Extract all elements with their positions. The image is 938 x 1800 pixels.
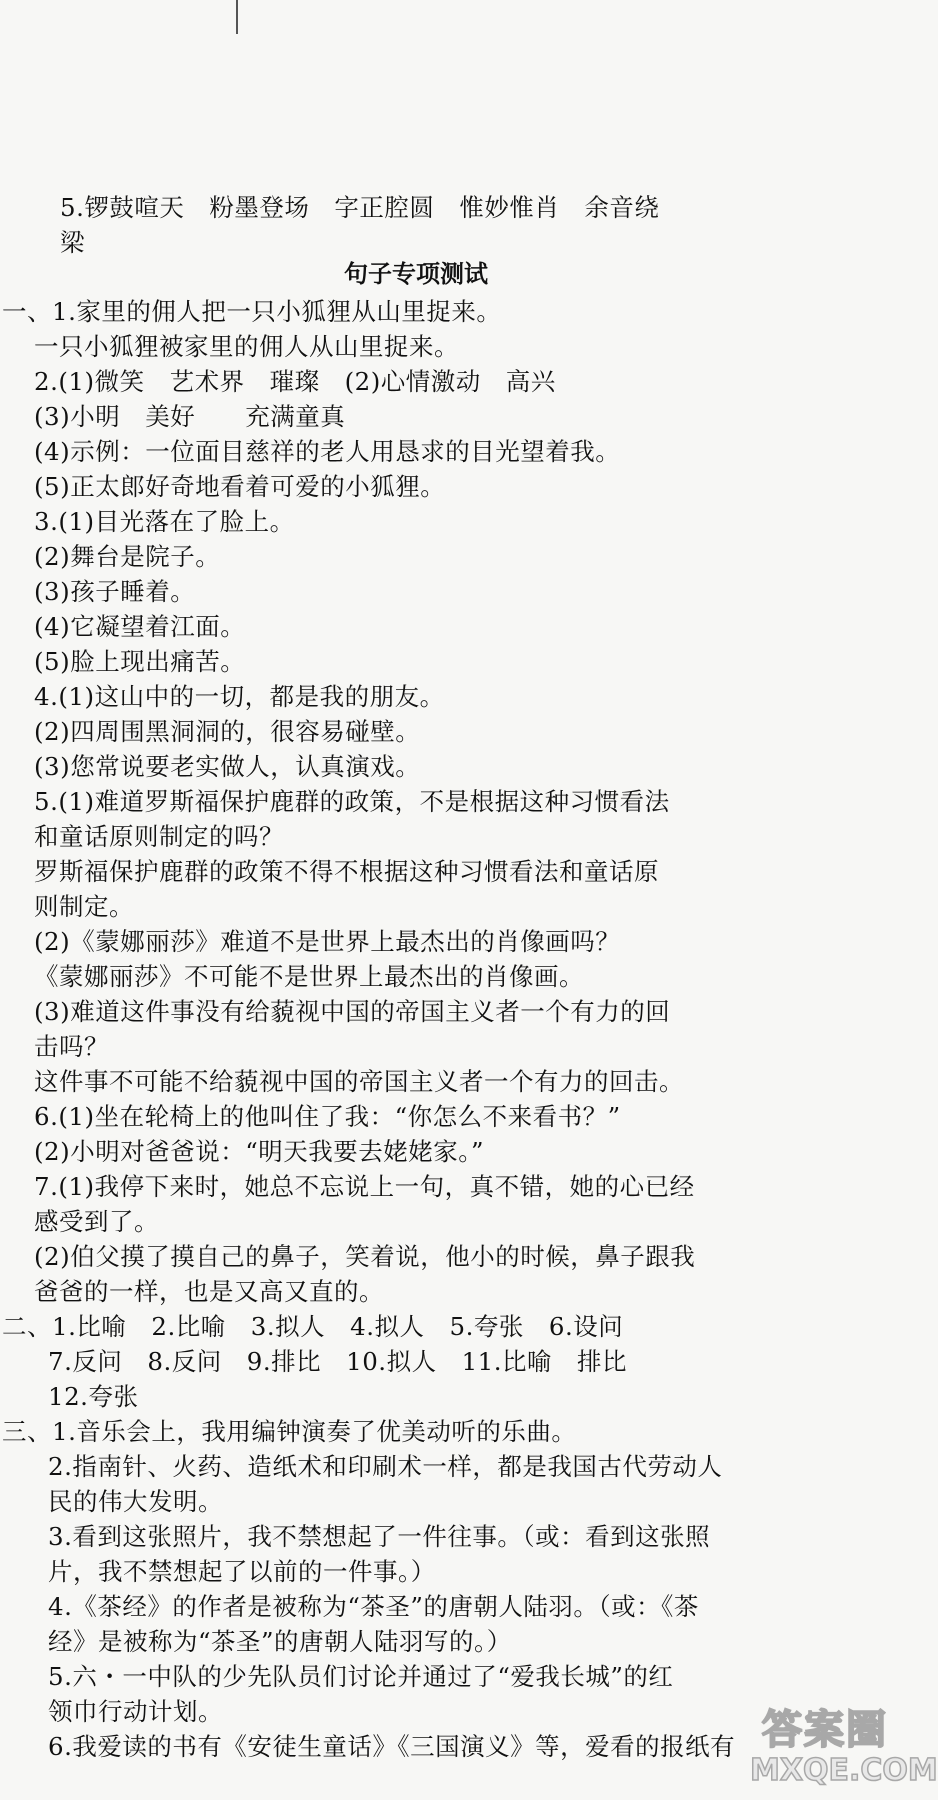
text-line: (5)脸上现出痛苦。 — [34, 647, 246, 676]
text-line: 民的伟大发明。 — [48, 1487, 223, 1516]
text-line: (2)《蒙娜丽莎》难道不是世界上最杰出的肖像画吗？ — [34, 927, 621, 956]
scan-mark — [236, 0, 238, 34]
text-line: (3)难道这件事没有给藐视中国的帝国主义者一个有力的回 — [34, 997, 671, 1026]
text-line: 则制定。 — [34, 892, 134, 921]
text-line: (3)您常说要老实做人，认真演戏。 — [34, 752, 421, 781]
watermark-logo — [750, 1704, 938, 1792]
text-line: 片，我不禁想起了以前的一件事。） — [48, 1557, 436, 1586]
watermark-top: 答案圈 — [762, 1707, 888, 1753]
text-line: (2)伯父摸了摸自己的鼻子，笑着说，他小的时候，鼻子跟我 — [34, 1242, 696, 1271]
text-line: (2)四周围黑洞洞的，很容易碰壁。 — [34, 717, 421, 746]
text-line: (2)舞台是院子。 — [34, 542, 221, 571]
watermark-bottom: MXQE.COM — [750, 1753, 938, 1788]
section-title: 句子专项测试 — [344, 260, 488, 288]
text-line: 梁 — [60, 228, 85, 257]
text-line: 7.反问 8.反问 9.排比 10.拟人 11.比喻 排比 — [48, 1347, 628, 1376]
text-line: 经》是被称为“茶圣”的唐朝人陆羽写的。） — [48, 1627, 512, 1656]
text-line: 2.指南针、火药、造纸术和印刷术一样，都是我国古代劳动人 — [48, 1452, 723, 1481]
text-line: (3)孩子睡着。 — [34, 577, 196, 606]
text-line: 5.(1)难道罗斯福保护鹿群的政策，不是根据这种习惯看法 — [34, 787, 670, 816]
text-line: 二、1.比喻 2.比喻 3.拟人 4.拟人 5.夸张 6.设问 — [2, 1312, 624, 1341]
text-line: 7.(1)我停下来时，她总不忘说上一句，真不错，她的心已经 — [34, 1172, 695, 1201]
text-line: 一、1.家里的佣人把一只小狐狸从山里捉来。 — [2, 297, 502, 326]
text-line: 三、1.音乐会上，我用编钟演奏了优美动听的乐曲。 — [2, 1417, 577, 1446]
text-line: (4)示例：一位面目慈祥的老人用恳求的目光望着我。 — [34, 437, 621, 466]
text-line: 和童话原则制定的吗？ — [34, 822, 284, 851]
text-line: 《蒙娜丽莎》不可能不是世界上最杰出的肖像画。 — [34, 962, 584, 991]
text-line: 击吗？ — [34, 1032, 109, 1061]
text-line: 4.《茶经》的作者是被称为“茶圣”的唐朝人陆羽。（或：《茶 — [48, 1592, 699, 1621]
text-line: 3.(1)目光落在了脸上。 — [34, 507, 295, 536]
text-line: 罗斯福保护鹿群的政策不得不根据这种习惯看法和童话原 — [34, 857, 659, 886]
text-line: 5.六・一中队的少先队员们讨论并通过了“爱我长城”的红 — [48, 1662, 674, 1691]
text-line: 爸爸的一样，也是又高又直的。 — [34, 1277, 384, 1306]
text-line: 12.夸张 — [48, 1382, 139, 1411]
text-line: 6.我爱读的书有《安徒生童话》《三国演义》等，爱看的报纸有 — [48, 1732, 736, 1761]
text-line: 这件事不可能不给藐视中国的帝国主义者一个有力的回击。 — [34, 1067, 684, 1096]
text-line: (3)小明 美好 充满童真 — [34, 402, 346, 431]
text-line: (4)它凝望着江面。 — [34, 612, 246, 641]
text-line: 2.(1)微笑 艺术界 璀璨 (2)心情激动 高兴 — [34, 367, 556, 396]
text-line: 5.锣鼓喧天 粉墨登场 字正腔圆 惟妙惟肖 余音绕 — [60, 193, 660, 222]
text-line: (5)正太郎好奇地看着可爱的小狐狸。 — [34, 472, 446, 501]
text-line: 3.看到这张照片，我不禁想起了一件往事。（或：看到这张照 — [48, 1522, 711, 1551]
text-line: (2)小明对爸爸说：“明天我要去姥姥家。” — [34, 1137, 485, 1166]
text-line: 6.(1)坐在轮椅上的他叫住了我：“你怎么不来看书？” — [34, 1102, 621, 1131]
text-line: 感受到了。 — [34, 1207, 159, 1236]
text-line: 4.(1)这山中的一切，都是我的朋友。 — [34, 682, 445, 711]
text-line: 领巾行动计划。 — [48, 1697, 223, 1726]
text-line: 一只小狐狸被家里的佣人从山里捉来。 — [34, 332, 459, 361]
